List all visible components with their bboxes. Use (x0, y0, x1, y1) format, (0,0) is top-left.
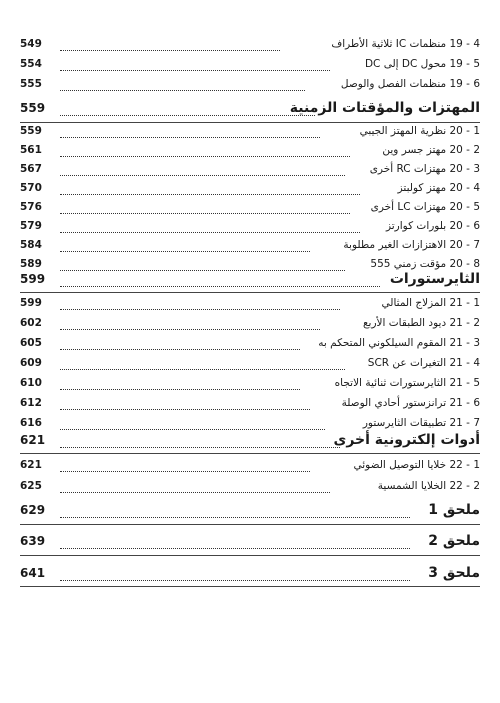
toc-entry[interactable] (20, 197, 480, 217)
entry-title: 4 - 20 مهتز كولبتز (397, 182, 480, 194)
toc-entry[interactable] (20, 373, 480, 393)
chapter-heading[interactable] (20, 428, 480, 452)
page-number: 559 (20, 125, 42, 137)
toc-entry[interactable] (20, 455, 480, 475)
dot-leader (60, 175, 345, 176)
entry-title: 7 - 21 تطبيقات الثايرستور (362, 417, 480, 429)
toc-entry[interactable] (20, 216, 480, 236)
divider (20, 524, 480, 525)
toc-entry[interactable] (20, 235, 480, 255)
chapter-title: المهتزات والمؤقتات الزمنية (289, 100, 480, 116)
appendix-entry[interactable] (20, 561, 480, 585)
dot-leader (60, 447, 340, 448)
toc-entry[interactable] (20, 159, 480, 179)
toc-entry[interactable] (20, 178, 480, 198)
page-number: 605 (20, 337, 42, 349)
dot-leader (60, 409, 310, 410)
page-number: 579 (20, 220, 42, 232)
page-number: 589 (20, 258, 42, 270)
page-number: 602 (20, 317, 42, 329)
entry-title: 7 - 20 الاهتزازات الغير مطلوبة (343, 239, 480, 251)
dot-leader (60, 194, 360, 195)
dot-leader (60, 517, 410, 518)
entry-title: 5 - 21 الثايرستورات ثنائية الاتجاه (334, 377, 480, 389)
dot-leader (60, 70, 330, 71)
page-number: 621 (20, 433, 46, 447)
dot-leader (60, 329, 320, 330)
entry-title: 1 - 22 خلايا التوصيل الضوئي (353, 459, 480, 471)
chapter-heading[interactable] (20, 267, 480, 291)
page-number: 570 (20, 182, 42, 194)
appendix-entry[interactable] (20, 529, 480, 553)
page-number: 554 (20, 58, 42, 70)
page-number: 621 (20, 459, 42, 471)
entry-title: 5 - 19 محول DC إلى DC (364, 58, 480, 70)
dot-leader (60, 389, 300, 390)
toc-entry[interactable] (20, 293, 480, 313)
page-number: 616 (20, 417, 42, 429)
toc-entry[interactable] (20, 140, 480, 160)
toc-entry[interactable] (20, 54, 480, 74)
dot-leader (60, 90, 305, 91)
page-number: 576 (20, 201, 42, 213)
page-number: 625 (20, 480, 42, 492)
entry-title: 6 - 19 منظمات الفصل والوصل (340, 78, 480, 90)
page-number: 559 (20, 101, 46, 115)
page-number: 610 (20, 377, 42, 389)
appendix-entry[interactable] (20, 498, 480, 522)
dot-leader (60, 251, 310, 252)
entry-title: 4 - 21 التغيرات عن SCR (367, 357, 480, 369)
entry-title: 3 - 20 مهتزات RC أخرى (369, 163, 480, 175)
entry-title: 6 - 21 ترانزستور أحادي الوصلة (341, 397, 480, 409)
dot-leader (60, 137, 320, 138)
page-number: 629 (20, 503, 46, 517)
entry-title: 6 - 20 بلورات كوارتز (385, 220, 480, 232)
dot-leader (60, 232, 360, 233)
page-number: 641 (20, 566, 46, 580)
page-number: 599 (20, 297, 42, 309)
page-number: 549 (20, 38, 42, 50)
entry-title: 5 - 20 مهتزات LC أخرى (370, 201, 480, 213)
toc-entry[interactable] (20, 74, 480, 94)
page-number: 609 (20, 357, 42, 369)
dot-leader (60, 115, 315, 116)
page-number: 567 (20, 163, 42, 175)
dot-leader (60, 492, 330, 493)
appendix-title: ملحق 1 (428, 502, 480, 518)
chapter-title: الثايرستورات (389, 271, 480, 287)
page-number: 612 (20, 397, 42, 409)
dot-leader (60, 548, 410, 549)
entry-title: 1 - 21 المزلاج المثالي (381, 297, 480, 309)
entry-title: 3 - 21 المقوم السيلكوني المتحكم به (318, 337, 480, 349)
dot-leader (60, 286, 380, 287)
page-number: 555 (20, 78, 42, 90)
dot-leader (60, 349, 300, 350)
toc-entry[interactable] (20, 313, 480, 333)
entry-title: 2 - 20 مهتز جسر وين (382, 144, 480, 156)
divider (20, 586, 480, 587)
dot-leader (60, 50, 280, 51)
toc-entry[interactable] (20, 121, 480, 141)
dot-leader (60, 369, 345, 370)
dot-leader (60, 471, 310, 472)
toc-entry[interactable] (20, 353, 480, 373)
toc-entry[interactable] (20, 393, 480, 413)
page-number: 639 (20, 534, 46, 548)
divider (20, 555, 480, 556)
page-number: 584 (20, 239, 42, 251)
dot-leader (60, 580, 410, 581)
entry-title: 2 - 22 الخلايا الشمسية (377, 480, 480, 492)
page-number: 599 (20, 272, 46, 286)
entry-title: 4 - 19 منظمات IC ثلاثية الأطراف (331, 38, 480, 50)
dot-leader (60, 309, 340, 310)
divider (20, 453, 480, 454)
entry-title: 8 - 20 مؤقت زمني 555 (370, 258, 480, 270)
entry-title: 1 - 20 نظرية المهتز الجيبي (359, 125, 480, 137)
entry-title: 2 - 21 ديود الطبقات الأربع (362, 317, 480, 329)
toc-entry[interactable] (20, 476, 480, 496)
appendix-title: ملحق 3 (428, 565, 480, 581)
toc-entry[interactable] (20, 333, 480, 353)
chapter-title: أدوات إلكترونية أخرى (333, 432, 480, 448)
appendix-title: ملحق 2 (428, 533, 480, 549)
page-number: 561 (20, 144, 42, 156)
dot-leader (60, 156, 350, 157)
chapter-heading[interactable] (20, 96, 480, 120)
dot-leader (60, 213, 350, 214)
toc-entry[interactable] (20, 34, 480, 54)
